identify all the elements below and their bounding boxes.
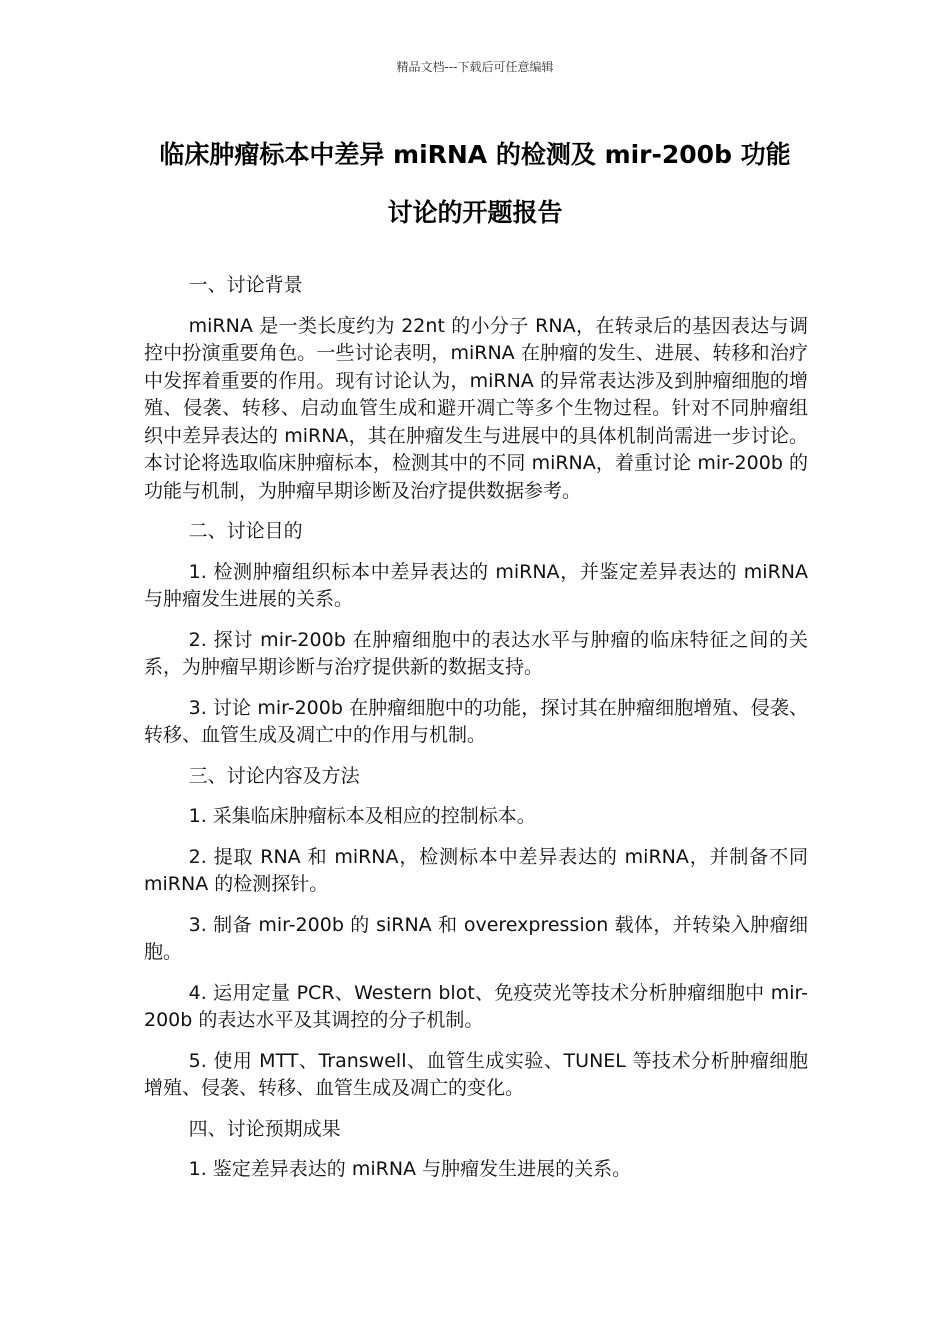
purpose-item-1: 1. 检测肿瘤组织标本中差异表达的 miRNA，并鉴定差异表达的 miRNA 与肿瘤发生进展的关系。 [144, 560, 808, 610]
purpose-item-2: 2. 探讨 mir-200b 在肿瘤细胞中的表达水平与肿瘤的临床特征之间的关系，为肿瘤早期诊断与治疗提供新的数据支持。 [144, 628, 808, 678]
methods-item-3: 3. 制备 mir-200b 的 siRNA 和 overexpression 载体，并转染入肿瘤细胞。 [144, 913, 808, 963]
purpose-item-3: 3. 讨论 mir-200b 在肿瘤细胞中的功能，探讨其在肿瘤细胞增殖、侵袭、转移、血管生成及凋亡中的作用与机制。 [144, 696, 808, 746]
section-heading-background: 一、讨论背景 [188, 274, 303, 296]
methods-item-2: 2. 提取 RNA 和 miRNA，检测标本中差异表达的 miRNA，并制备不同 miRNA 的检测探针。 [144, 845, 808, 895]
document-title-line-1: 临床肿瘤标本中差异 miRNA 的检测及 mir-200b 功能 [159, 140, 791, 169]
document-title-line-2: 讨论的开题报告 [387, 198, 563, 227]
document-body [144, 272, 808, 1197]
header-note: 精品文档---下载后可任意编辑 [396, 60, 554, 74]
methods-item-5: 5. 使用 MTT、Transwell、血管生成实验、TUNEL 等技术分析肿瘤细胞增殖、侵袭、转移、血管生成及凋亡的变化。 [144, 1049, 808, 1099]
outcomes-item-1: 1. 鉴定差异表达的 miRNA 与肿瘤发生进展的关系。 [188, 1158, 632, 1180]
methods-item-4: 4. 运用定量 PCR、Western blot、免疫荧光等技术分析肿瘤细胞中 mir-200b 的表达水平及其调控的分子机制。 [144, 981, 808, 1031]
section-heading-outcomes: 四、讨论预期成果 [188, 1117, 341, 1140]
background-paragraph: miRNA 是一类长度约为 22nt 的小分子 RNA，在转录后的基因表达与调控中扮演重要角色。一些讨论表明，miRNA 在肿瘤的发生、进展、转移和治疗中发挥着重要的作用。现有讨论认为，miRNA 的异常表达涉及到肿瘤细胞的增殖、侵袭、转移、启动血管生成和避开凋亡等多个生物过程。针对不同肿瘤组织中差异表达的 miRNA，其在肿瘤发生与进展中的具体机制尚需进一步讨论。本讨论将选取临床肿瘤标本，检测其中的不同 miRNA，着重讨论 mir-200b 的功能与机制，为肿瘤早期诊断及治疗提供数据参考。 [144, 314, 808, 502]
section-heading-methods: 三、讨论内容及方法 [188, 764, 360, 787]
methods-item-1: 1. 采集临床肿瘤标本及相应的控制标本。 [188, 805, 536, 827]
section-heading-purpose: 二、讨论目的 [188, 520, 303, 542]
